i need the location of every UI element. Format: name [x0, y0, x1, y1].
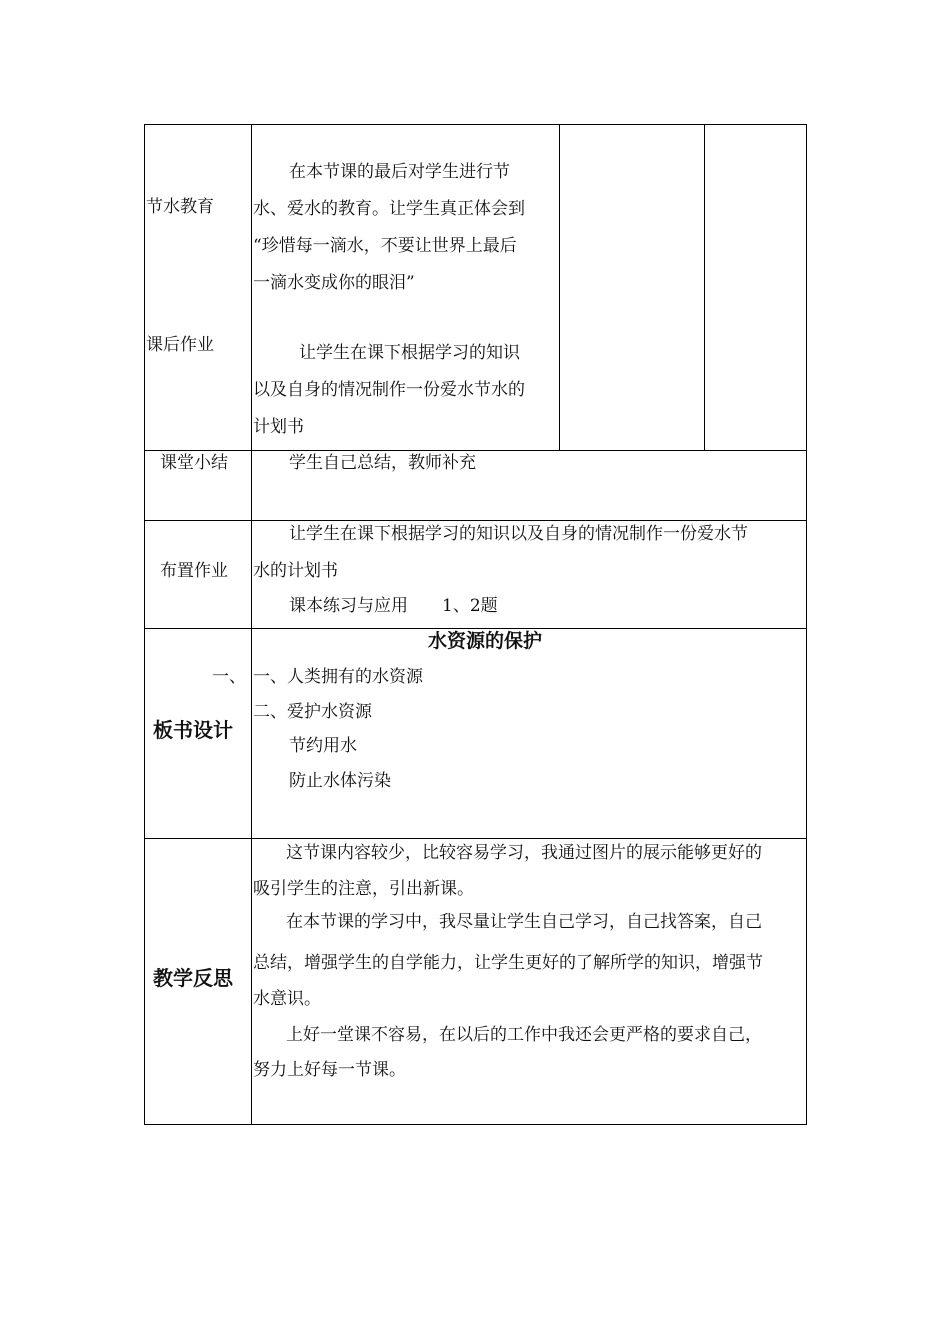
assign-line-1: 让学生在课下根据学习的知识以及自身的情况制作一份爱水节	[289, 524, 748, 544]
label-board-design: 板书设计	[153, 718, 233, 742]
assign-line-3: 课本练习与应用 1、2题	[289, 596, 498, 616]
column-divider-3	[559, 124, 560, 450]
board-line-4: 防止水体污染	[289, 771, 391, 791]
reflection-line-6: 上好一堂课不容易，在以后的工作中我还会更严格的要求自己，	[286, 1025, 762, 1045]
assign-line-2: 水的计划书	[253, 561, 338, 581]
label-after-class-homework: 课后作业	[146, 335, 214, 355]
label-assign-homework: 布置作业	[160, 561, 228, 581]
board-line-2: 二、爱护水资源	[253, 702, 372, 722]
label-column-divider	[251, 124, 252, 1125]
table-border-right	[806, 124, 807, 1125]
board-line-1: 一、人类拥有的水资源	[253, 667, 423, 687]
row-divider-homework	[144, 520, 807, 521]
homework-plan-line-2: 以及自身的情况制作一份爱水节水的	[253, 380, 525, 400]
board-line-3: 节约用水	[289, 736, 357, 756]
homework-plan-line-3: 计划书	[253, 417, 304, 437]
label-class-summary: 课堂小结	[160, 453, 228, 473]
board-title: 水资源的保护	[428, 630, 543, 652]
homework-plan-line-1: 让学生在课下根据学习的知识	[299, 343, 520, 363]
board-label-prefix: 一、	[212, 667, 246, 687]
water-edu-line-1: 在本节课的最后对学生进行节	[289, 162, 510, 182]
table-border-top	[144, 124, 807, 125]
water-edu-line-2: 水、爱水的教育。让学生真正体会到	[253, 199, 525, 219]
reflection-line-1: 这节课内容较少，比较容易学习，我通过图片的展示能够更好的	[286, 843, 762, 863]
label-water-education: 节水教育	[146, 197, 214, 217]
reflection-line-4: 总结，增强学生的自学能力，让学生更好的了解所学的知识，增强节	[253, 953, 763, 973]
water-edu-line-4: 一滴水变成你的眼泪”	[253, 273, 415, 293]
column-divider-4	[704, 124, 705, 450]
row-divider-reflection	[144, 838, 807, 839]
table-border-bottom	[144, 1124, 807, 1125]
reflection-line-3: 在本节课的学习中，我尽量让学生自己学习，自己找答案，自己	[286, 912, 762, 932]
table-border-left	[144, 124, 145, 1125]
reflection-line-2: 吸引学生的注意，引出新课。	[253, 879, 474, 899]
summary-text: 学生自己总结，教师补充	[289, 453, 476, 473]
reflection-line-5: 水意识。	[253, 989, 321, 1009]
label-teaching-reflection: 教学反思	[153, 966, 233, 990]
reflection-line-7: 努力上好每一节课。	[253, 1060, 406, 1080]
water-edu-line-3: “珍惜每一滴水，不要让世界上最后	[253, 236, 517, 256]
